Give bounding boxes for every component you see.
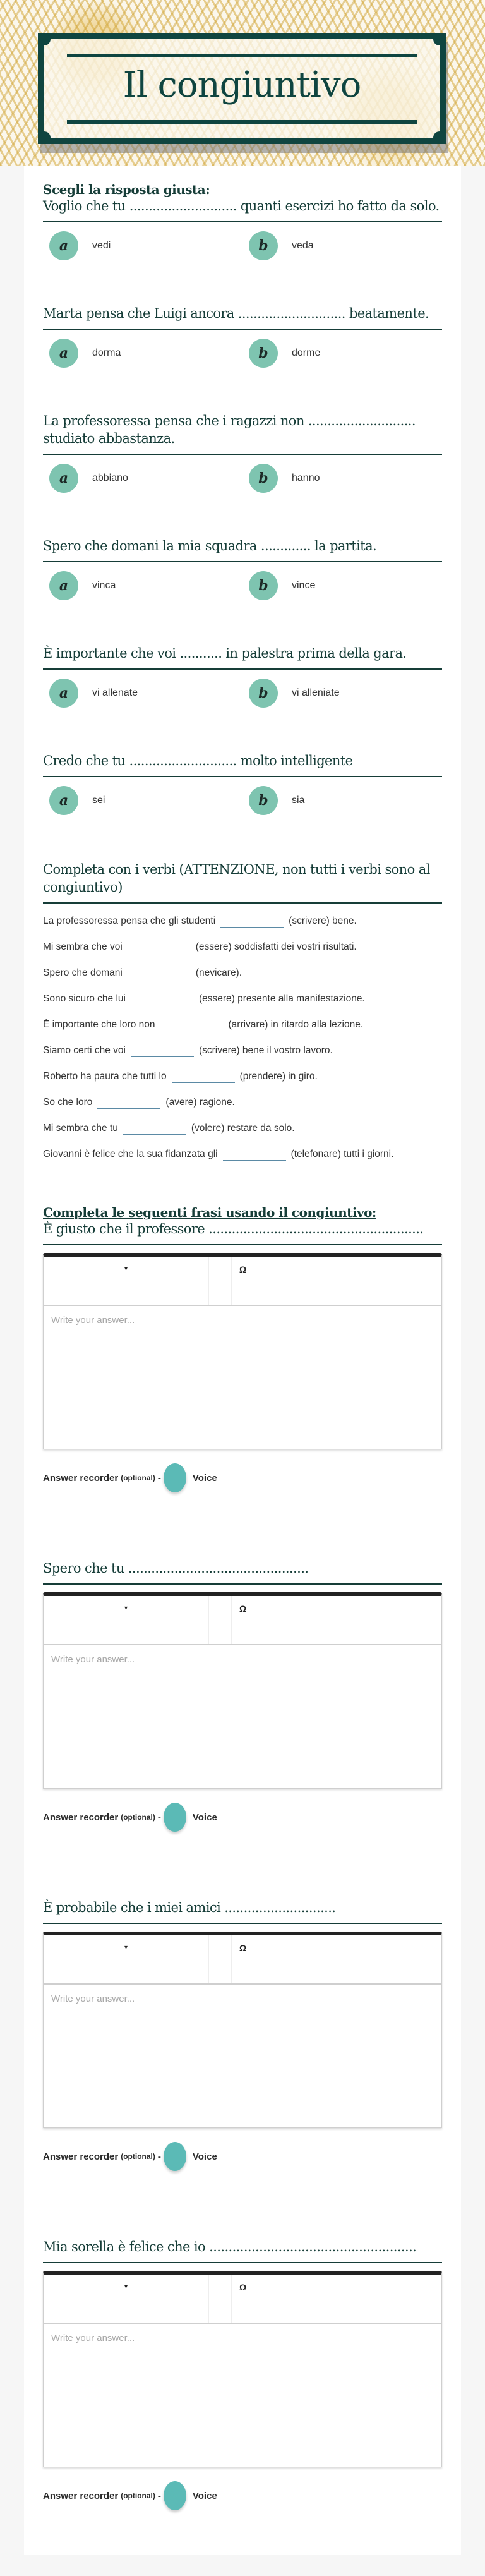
blank-input[interactable]: [160, 1016, 224, 1031]
option-a[interactable]: [43, 231, 242, 260]
mc-question: [43, 305, 442, 368]
rich-text-editor: [43, 2271, 442, 2467]
answer-recorder: [43, 2481, 442, 2510]
sentence-end: (prendere) in giro.: [239, 1071, 318, 1082]
rich-text-editor: [43, 1932, 442, 2128]
blank-input[interactable]: [128, 964, 191, 979]
question-text: Marta pensa che Luigi ancora ............................ beatamente.: [43, 305, 442, 330]
option-label: sia: [292, 795, 305, 806]
recorder-label: Answer recorder: [43, 1811, 119, 1823]
frame-corner: [433, 131, 446, 144]
option-b[interactable]: [242, 339, 442, 368]
sentence-end: (scrivere) bene il vostro lavoro.: [198, 1045, 333, 1056]
rich-text-editor: [43, 1253, 442, 1449]
recorder-label: Answer recorder: [43, 2151, 119, 2162]
option-label: abbiano: [92, 473, 128, 483]
omega-icon: Ω: [239, 1264, 247, 1274]
fill-in-row: [43, 964, 442, 979]
blank-input[interactable]: [223, 1146, 286, 1161]
chevron-down-icon: ▾: [124, 1266, 128, 1273]
open-questions-section: [43, 1205, 442, 2510]
question-text: Spero che domani la mia squadra ............. la partita.: [43, 537, 442, 562]
option-b[interactable]: [242, 786, 442, 815]
recorder-label: Answer recorder: [43, 1472, 119, 1484]
fill-in-row: [43, 1016, 442, 1031]
option-b[interactable]: [242, 464, 442, 493]
toolbar-divider: [209, 1257, 232, 1305]
editor-toolbar: [44, 1935, 441, 1985]
option-label: vedi: [92, 240, 111, 251]
fill-in-row: [43, 912, 442, 928]
voice-label: Voice: [192, 1811, 217, 1823]
sentence-start: Mi sembra che tu: [43, 1123, 118, 1134]
option-letter-badge: b: [249, 786, 278, 815]
option-letter-badge: a: [49, 571, 78, 600]
sentence-end: (scrivere) bene.: [289, 916, 357, 926]
option-letter-badge: a: [49, 464, 78, 493]
omega-icon: Ω: [239, 2282, 247, 2292]
format-dropdown[interactable]: [44, 1596, 209, 1644]
option-b[interactable]: [242, 571, 442, 600]
option-letter-badge: b: [249, 339, 278, 368]
blank-input[interactable]: [172, 1068, 235, 1083]
omega-icon: Ω: [239, 1943, 247, 1953]
voice-label: Voice: [192, 2151, 217, 2162]
sentence-start: Siamo certi che voi: [43, 1045, 126, 1056]
fill-in-row: [43, 1042, 442, 1057]
fill-in-row: [43, 1146, 442, 1161]
recorder-optional: (optional): [121, 1813, 155, 1822]
fill-in-row: [43, 938, 442, 953]
frame-rule: [67, 120, 417, 124]
recorder-label: Answer recorder: [43, 2490, 119, 2501]
record-voice-button[interactable]: [164, 2142, 186, 2171]
option-label: vinca: [92, 580, 116, 591]
sentence-end: (telefonare) tutti i giorni.: [290, 1149, 394, 1159]
recorder-dash: -: [157, 2151, 161, 2162]
answer-recorder: [43, 1803, 442, 1832]
toolbar-divider: [209, 1935, 232, 1983]
option-a[interactable]: [43, 464, 242, 493]
mc-section-title: Scegli la risposta giusta:: [43, 182, 210, 197]
open-question: [43, 2238, 442, 2510]
frame-corner: [38, 33, 51, 45]
mc-question: [43, 412, 442, 493]
sentence-start: È importante che loro non: [43, 1019, 155, 1030]
header-banner: [0, 0, 485, 166]
sentence-end: (avere) ragione.: [165, 1097, 235, 1108]
fill-in-section: [43, 861, 442, 1161]
answer-recorder: [43, 1463, 442, 1492]
sentence-start: Sono sicuro che lui: [43, 993, 126, 1004]
answer-input[interactable]: Write your answer...: [51, 2333, 135, 2343]
sentence-end: (essere) presente alla manifestazione.: [198, 993, 365, 1004]
option-letter-badge: a: [49, 231, 78, 260]
mc-question: [43, 752, 442, 815]
option-letter-badge: b: [249, 464, 278, 493]
sentence-start: Roberto ha paura che tutti lo: [43, 1071, 167, 1082]
mc-question: [43, 537, 442, 600]
record-voice-button[interactable]: [164, 1803, 186, 1832]
fill-in-row: [43, 1120, 442, 1135]
chevron-down-icon: ▾: [124, 2283, 128, 2290]
sentence-end: (arrivare) in ritardo alla lezione.: [228, 1019, 364, 1030]
sentence-end: (essere) soddisfatti dei vostri risultati.: [195, 941, 357, 952]
question-text: La professoressa pensa che i ragazzi non ............................ studiato abbastanza.: [43, 412, 442, 455]
question-text: Credo che tu ............................ molto intelligente: [43, 752, 442, 777]
option-label: hanno: [292, 473, 320, 483]
sentence-start: Mi sembra che voi: [43, 941, 123, 952]
blank-input[interactable]: [123, 1120, 186, 1135]
open-section-title: Completa le seguenti frasi usando il congiuntivo:: [43, 1205, 376, 1220]
open-question: [43, 1220, 442, 1492]
fill-in-row: [43, 1068, 442, 1083]
open-question: [43, 1899, 442, 2171]
worksheet-card: [24, 166, 461, 2555]
option-label: veda: [292, 240, 314, 251]
page-bottom-spacer: [0, 2555, 485, 2576]
answer-input[interactable]: Write your answer...: [51, 1654, 135, 1665]
frame-corner: [38, 131, 51, 144]
special-characters-button[interactable]: [232, 1596, 246, 1644]
fill-in-row: [43, 1094, 442, 1109]
option-letter-badge: b: [249, 231, 278, 260]
question-text: Mia sorella è felice che io ......................................................: [43, 2238, 442, 2263]
sentence-start: Spero che domani: [43, 967, 123, 978]
question-text: Spero che tu ...............................................: [43, 1559, 442, 1585]
format-dropdown[interactable]: [44, 1257, 209, 1305]
sentence-start: So che loro: [43, 1097, 93, 1108]
recorder-optional: (optional): [121, 2152, 155, 2161]
record-voice-button[interactable]: [164, 2481, 186, 2510]
blank-input[interactable]: [131, 1042, 194, 1057]
sentence-end: (volere) restare da solo.: [191, 1123, 295, 1134]
voice-label: Voice: [192, 2490, 217, 2501]
recorder-optional: (optional): [121, 1473, 155, 1482]
toolbar-divider: [209, 2275, 232, 2323]
title-frame: [38, 33, 446, 144]
record-voice-button[interactable]: [164, 1463, 186, 1492]
blank-input[interactable]: [128, 938, 191, 953]
open-question: [43, 1559, 442, 1832]
blank-input[interactable]: [220, 912, 284, 928]
question-text: Voglio che tu ............................ quanti esercizi ho fatto da solo.: [43, 197, 442, 222]
option-label: dorme: [292, 348, 321, 358]
option-letter-badge: a: [49, 339, 78, 368]
format-dropdown[interactable]: [44, 1935, 209, 1983]
recorder-optional: (optional): [121, 2491, 155, 2500]
fill-in-row: [43, 990, 442, 1005]
editor-toolbar: [44, 2275, 441, 2324]
option-label: dorma: [92, 348, 121, 358]
option-a[interactable]: [43, 339, 242, 368]
mc-question: [43, 644, 442, 708]
recorder-dash: -: [157, 1472, 161, 1484]
omega-icon: Ω: [239, 1604, 247, 1614]
option-label: sei: [92, 795, 105, 806]
chevron-down-icon: ▾: [124, 1605, 128, 1612]
option-label: vi allenate: [92, 687, 138, 698]
rich-text-editor: [43, 1592, 442, 1789]
special-characters-button[interactable]: [232, 1257, 246, 1305]
sentence-end: (nevicare).: [195, 967, 242, 978]
option-label: vince: [292, 580, 316, 591]
page-title: Il congiuntivo: [123, 64, 361, 106]
option-b[interactable]: [242, 231, 442, 260]
frame-rule: [67, 54, 417, 57]
answer-input[interactable]: Write your answer...: [51, 1315, 135, 1326]
recorder-dash: -: [157, 2490, 161, 2501]
toolbar-divider: [209, 1596, 232, 1644]
fill-in-title: Completa con i verbi (ATTENZIONE, non tutti i verbi sono al congiuntivo): [43, 861, 442, 904]
question-text: È giusto che il professore ........................................................: [43, 1220, 442, 1245]
option-letter-badge: b: [249, 679, 278, 708]
special-characters-button[interactable]: [232, 1935, 246, 1983]
option-letter-badge: a: [49, 786, 78, 815]
option-letter-badge: a: [49, 679, 78, 708]
mc-question: [43, 197, 442, 260]
blank-input[interactable]: [97, 1094, 160, 1109]
option-b[interactable]: [242, 679, 442, 708]
answer-recorder: [43, 2142, 442, 2171]
sentence-start: La professoressa pensa che gli studenti: [43, 916, 216, 926]
frame-corner: [433, 33, 446, 45]
option-a[interactable]: [43, 571, 242, 600]
format-dropdown[interactable]: [44, 2275, 209, 2323]
question-text: È probabile che i miei amici .............................: [43, 1899, 442, 1924]
chevron-down-icon: ▾: [124, 1944, 128, 1951]
option-a[interactable]: [43, 786, 242, 815]
sentence-start: Giovanni è felice che la sua fidanzata gli: [43, 1149, 218, 1159]
voice-label: Voice: [192, 1472, 217, 1484]
option-label: vi alleniate: [292, 687, 340, 698]
option-letter-badge: b: [249, 571, 278, 600]
recorder-dash: -: [157, 1811, 161, 1823]
special-characters-button[interactable]: [232, 2275, 246, 2323]
option-a[interactable]: [43, 679, 242, 708]
editor-toolbar: [44, 1257, 441, 1306]
blank-input[interactable]: [131, 990, 194, 1005]
answer-input[interactable]: Write your answer...: [51, 1993, 135, 2004]
question-text: È importante che voi ........... in palestra prima della gara.: [43, 644, 442, 670]
editor-toolbar: [44, 1596, 441, 1645]
